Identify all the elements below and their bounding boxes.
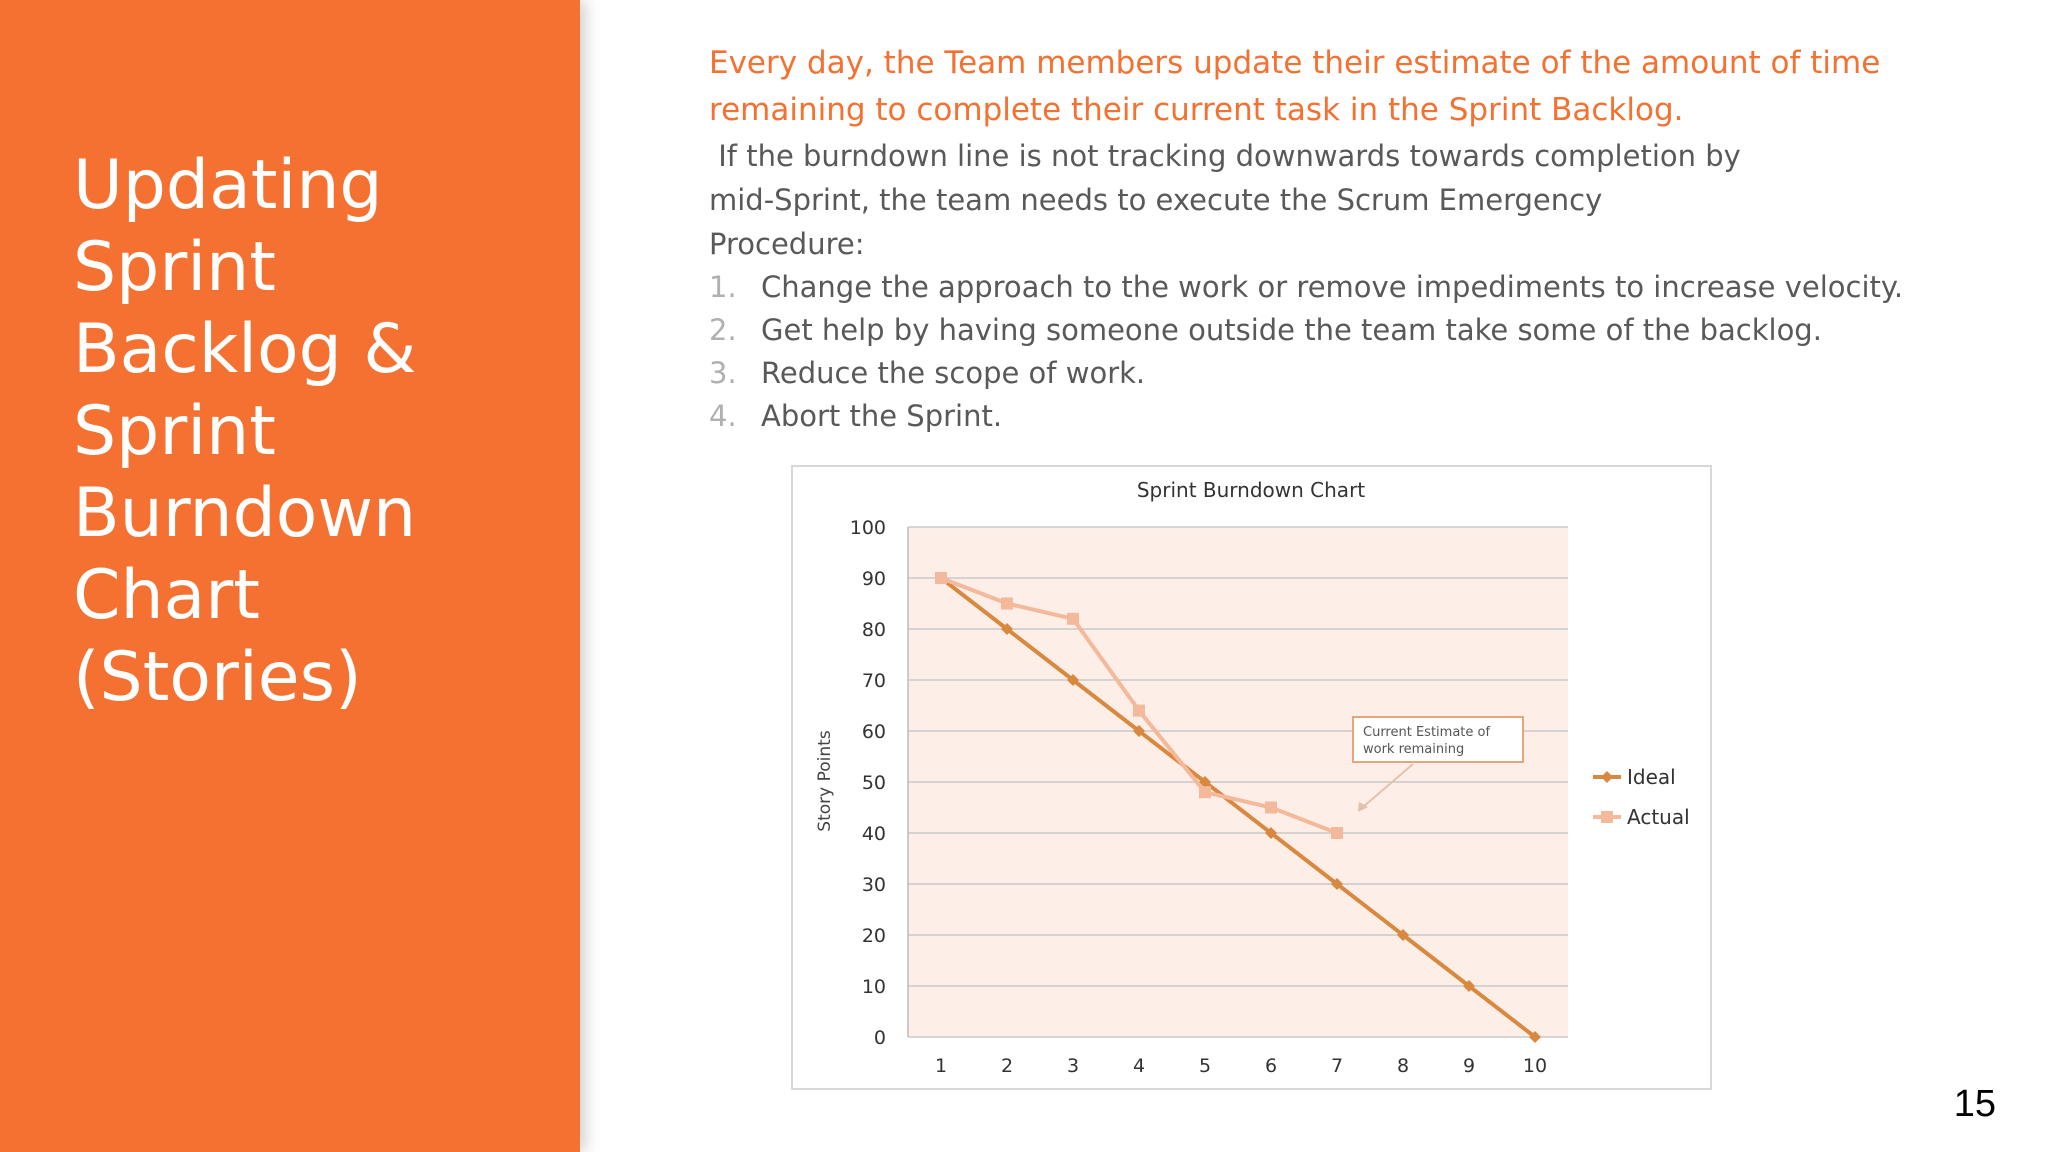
list-item <box>709 266 1989 309</box>
title-line: Sprint <box>73 392 276 471</box>
annotation-text: Current Estimate of <box>1363 725 1491 740</box>
title-line: Backlog & <box>73 310 417 389</box>
list-item <box>709 309 1989 352</box>
intro-line: Every day, the Team members update their estimate of the amount of time <box>709 45 1881 81</box>
list-number: 3. <box>709 356 737 390</box>
intro-text <box>709 40 1989 134</box>
list-number: 1. <box>709 270 737 304</box>
y-tick-label: 90 <box>861 568 886 590</box>
y-tick-label: 40 <box>861 823 886 845</box>
annotation-text: work remaining <box>1363 742 1465 757</box>
slide-content <box>709 40 1989 438</box>
x-tick-label: 7 <box>1330 1055 1344 1077</box>
x-tick-label: 1 <box>934 1055 948 1077</box>
data-point-actual <box>1199 786 1211 798</box>
list-number: 4. <box>709 399 737 433</box>
chart-svg <box>793 467 1710 1088</box>
burndown-chart <box>791 465 1712 1090</box>
y-tick-label: 100 <box>849 517 886 539</box>
list-text: Get help by having someone outside the team take some of the backlog. <box>761 313 1822 347</box>
data-point-actual <box>1331 827 1343 839</box>
body-line: Procedure: <box>709 227 865 261</box>
legend-label: Actual <box>1627 805 1690 829</box>
chart-title: Sprint Burndown Chart <box>1136 478 1366 502</box>
body-text <box>709 134 1741 266</box>
legend-marker <box>1601 811 1613 823</box>
procedure-list <box>709 266 1989 438</box>
x-tick-label: 2 <box>1000 1055 1014 1077</box>
y-axis-label: Story Points <box>815 730 835 832</box>
data-point-actual <box>1001 598 1013 610</box>
y-tick-label: 30 <box>861 874 886 896</box>
x-tick-label: 10 <box>1522 1055 1548 1077</box>
title-line: Updating <box>73 146 383 225</box>
y-tick-label: 20 <box>861 925 886 947</box>
x-tick-label: 6 <box>1264 1055 1278 1077</box>
title-line: Chart (Stories) <box>73 556 362 717</box>
body-line: mid-Sprint, the team needs to execute the Scrum Emergency <box>709 183 1603 217</box>
legend-label: Ideal <box>1627 765 1676 789</box>
y-tick-label: 10 <box>861 976 886 998</box>
y-tick-label: 50 <box>861 772 886 794</box>
y-tick-label: 70 <box>861 670 886 692</box>
list-text: Change the approach to the work or remove impediments to increase velocity. <box>761 270 1904 304</box>
x-tick-label: 4 <box>1132 1055 1146 1077</box>
y-tick-label: 80 <box>861 619 886 641</box>
list-text: Abort the Sprint. <box>761 399 1003 433</box>
x-tick-label: 9 <box>1462 1055 1476 1077</box>
list-text: Reduce the scope of work. <box>761 356 1146 390</box>
slide-title <box>73 145 563 719</box>
list-item <box>709 352 1989 395</box>
legend-marker <box>1601 771 1613 783</box>
x-tick-label: 3 <box>1066 1055 1080 1077</box>
body-line: If the burndown line is not tracking downwards towards completion by <box>709 139 1741 173</box>
intro-line: remaining to complete their current task in the Sprint Backlog. <box>709 92 1684 128</box>
y-tick-label: 0 <box>873 1027 886 1049</box>
chart-layer <box>850 517 1690 1077</box>
x-tick-label: 8 <box>1396 1055 1410 1077</box>
list-number: 2. <box>709 313 737 347</box>
title-line: Burndown <box>73 474 417 553</box>
title-line: Sprint <box>73 228 276 307</box>
sidebar-panel <box>0 0 580 1152</box>
y-tick-label: 60 <box>861 721 886 743</box>
data-point-actual <box>1067 613 1079 625</box>
data-point-actual <box>1265 802 1277 814</box>
list-item <box>709 395 1989 438</box>
x-tick-label: 5 <box>1198 1055 1212 1077</box>
data-point-actual <box>935 572 947 584</box>
page-number: 15 <box>1953 1083 1996 1125</box>
data-point-actual <box>1133 705 1145 717</box>
